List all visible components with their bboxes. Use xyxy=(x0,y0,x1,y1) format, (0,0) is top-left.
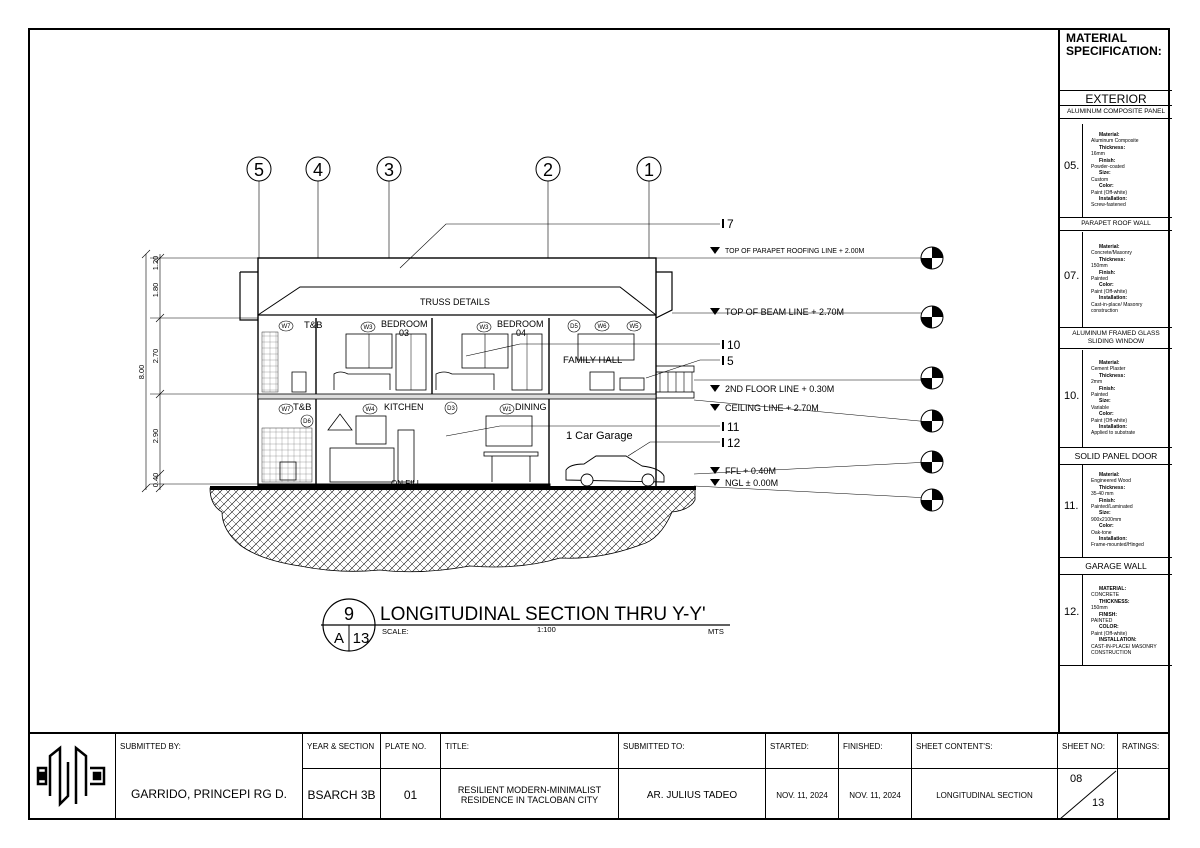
level-marker xyxy=(710,451,943,476)
on-fill-label: ON FILL xyxy=(391,479,422,488)
grid-bubble xyxy=(247,157,271,181)
svg-text:8.00: 8.00 xyxy=(137,364,146,380)
room-labels xyxy=(293,297,633,488)
svg-text:2.90: 2.90 xyxy=(151,428,160,444)
grid-bubble xyxy=(377,157,401,181)
window-tag xyxy=(595,321,609,331)
room-label-tb-upper: T&B xyxy=(304,320,323,331)
grid-bubbles xyxy=(247,157,661,181)
finished-label: FINISHED: xyxy=(843,742,883,751)
room-label-kitchen: KITCHEN xyxy=(384,402,424,412)
spec-title: MATERIAL SPECIFICATION: xyxy=(1066,31,1162,58)
car-illustration xyxy=(566,456,664,486)
sheet-total: 13 xyxy=(1092,797,1105,809)
svg-text:FFL + 0.40M: FFL + 0.40M xyxy=(725,466,776,476)
section-sheet-number: 13 xyxy=(352,630,370,647)
spec-block-number: 07. xyxy=(1064,270,1080,282)
dimension-labels xyxy=(137,256,160,488)
spec-block-body: Material: Cement Plaster Thickness: 2mm Finish: Painted Size: Variable Color: Paint (Off-white) Installation: Applied to substrate xyxy=(1082,350,1168,447)
logo-cell xyxy=(28,734,116,820)
spec-block-12 xyxy=(1060,558,1172,666)
svg-text:W4: W4 xyxy=(365,407,375,413)
scale-units: MTS xyxy=(708,627,724,636)
level-markers xyxy=(710,247,943,511)
sheet-no-label: SHEET NO: xyxy=(1062,742,1105,751)
svg-text:W1: W1 xyxy=(502,407,512,413)
callout-7: 7 xyxy=(727,217,734,231)
submitted-to-cell xyxy=(619,734,766,820)
svg-text:2.70: 2.70 xyxy=(151,348,160,364)
scale-value: 1:100 xyxy=(537,625,556,634)
grid-lines xyxy=(259,181,649,258)
finished-cell xyxy=(839,734,912,820)
year-section-value: BSARCH 3B xyxy=(303,768,380,821)
ratings-label: RATINGS: xyxy=(1122,742,1160,751)
svg-text:W6: W6 xyxy=(597,324,607,330)
svg-text:W5: W5 xyxy=(629,324,639,330)
level-marker xyxy=(710,367,943,394)
level-marker xyxy=(710,306,943,328)
title-label: TITLE: xyxy=(445,742,470,751)
sheet-no-divider xyxy=(1058,769,1117,821)
spec-block-11 xyxy=(1060,448,1172,558)
spec-block-number: 12. xyxy=(1064,606,1080,618)
window-tag xyxy=(627,321,641,331)
spec-block-body: MATERIAL: CONCRETE THICKNESS: 150mm FINISH: PAINTED COLOR: Paint (Off-white) INSTALLATION: CAST-IN-PLACE/ MASONRY CONSTRUCTION xyxy=(1082,574,1168,665)
section-number: 9 xyxy=(343,604,355,624)
spec-block-body: Material: Concrete/Masonry Thickness: 150mm Finish: Painted Color: Paint (Off-white) Installation: Cast-in-place/ Masonry construction xyxy=(1082,232,1168,327)
svg-text:W7: W7 xyxy=(281,324,291,330)
opening-tags xyxy=(279,320,641,427)
grid-bubble xyxy=(637,157,661,181)
plate-no-value: 01 xyxy=(381,768,440,821)
sheet-contents-label: SHEET CONTENT'S: xyxy=(916,742,993,751)
spec-block-05 xyxy=(1060,106,1172,218)
svg-text:3: 3 xyxy=(383,160,395,180)
finished-value: NOV. 11, 2024 xyxy=(839,768,911,821)
spec-block-body: Material: Engineered Wood Thickness: 35-40 mm Finish: Painted/Laminated Size: 900x2100mm Color: Oak-tone Installation: Frame-mounted/Hinged xyxy=(1082,464,1168,557)
title-block xyxy=(28,732,1170,820)
spec-block-07 xyxy=(1060,218,1172,328)
callout-12: 12 xyxy=(727,436,741,450)
started-value: NOV. 11, 2024 xyxy=(766,768,838,821)
room-label-tb-lower: T&B xyxy=(293,402,312,413)
room-label-family-hall: FAMILY HALL xyxy=(563,355,623,366)
svg-text:4: 4 xyxy=(312,160,324,180)
door-tag xyxy=(568,320,580,332)
ground-fill xyxy=(210,488,695,572)
spec-block-heading: SOLID PANEL DOOR xyxy=(1060,448,1172,465)
door-tag xyxy=(445,402,457,414)
spec-block-number: 05. xyxy=(1064,160,1080,172)
started-cell xyxy=(766,734,839,820)
title-cell xyxy=(441,734,619,820)
svg-text:1: 1 xyxy=(643,160,655,180)
sheet-contents-value: LONGITUDINAL SECTION xyxy=(912,768,1057,821)
year-section-label: YEAR & SECTION xyxy=(307,742,375,751)
plate-no-cell xyxy=(381,734,441,820)
scale-label: SCALE: xyxy=(382,627,409,636)
window-tag xyxy=(361,322,375,332)
room-label-bedroom3: BEDROOM 03 xyxy=(381,319,428,338)
section-sheet-letter: A xyxy=(333,630,345,647)
submitted-by-label: SUBMITTED BY: xyxy=(120,742,181,751)
submitted-by-value: GARRIDO, PRINCEPI RG D. xyxy=(130,787,288,801)
sheet-no-box xyxy=(1058,768,1117,821)
level-marker xyxy=(710,478,943,511)
window-tag xyxy=(279,404,293,414)
building-section xyxy=(240,258,694,488)
truss-label: TRUSS DETAILS xyxy=(420,297,490,307)
svg-text:W3: W3 xyxy=(479,325,489,331)
callout-10: 10 xyxy=(727,338,741,352)
section-title: LONGITUDINAL SECTION THRU Y-Y' xyxy=(380,604,706,625)
submitted-by-cell xyxy=(116,734,303,820)
sheet-no-cell xyxy=(1058,734,1118,820)
ratings-cell xyxy=(1118,734,1168,820)
grid-bubble xyxy=(306,157,330,181)
spec-block-number: 11. xyxy=(1064,500,1079,512)
ratings-value xyxy=(1118,768,1168,821)
svg-text:D6: D6 xyxy=(303,419,311,425)
spec-block-heading: ALUMINUM FRAMED GLASS SLIDING WINDOW xyxy=(1060,328,1172,349)
room-label-bedroom4: BEDROOM 04 xyxy=(497,319,544,338)
logo-icon xyxy=(28,734,116,820)
spec-block-heading: GARAGE WALL xyxy=(1060,558,1172,575)
svg-text:CEILING LINE + 2.70M: CEILING LINE + 2.70M xyxy=(725,403,819,413)
material-specification-panel xyxy=(1058,28,1170,732)
spec-block-heading: ALUMINUM COMPOSITE PANEL xyxy=(1060,106,1172,119)
material-callouts xyxy=(400,224,720,456)
submitted-to-label: SUBMITTED TO: xyxy=(623,742,685,751)
room-label-garage: 1 Car Garage xyxy=(566,430,633,442)
submitted-to-value: AR. JULIUS TADEO xyxy=(619,768,765,821)
year-section-cell xyxy=(303,734,381,820)
spec-block-body: Material: Aluminum Composite Thickness: 16mm Finish: Powder-coated Size: Custom Color: Paint (Off-white) Installation: Screw-fastened xyxy=(1082,124,1168,217)
window-tag xyxy=(279,321,293,331)
svg-text:W7: W7 xyxy=(281,407,291,413)
window-tag xyxy=(500,404,514,414)
spec-block-number: 10. xyxy=(1064,390,1080,402)
svg-text:5: 5 xyxy=(253,160,265,180)
svg-text:2ND FLOOR LINE + 0.30M: 2ND FLOOR LINE + 0.30M xyxy=(725,384,835,394)
plate-no-label: PLATE NO. xyxy=(385,742,427,751)
svg-text:1.20: 1.20 xyxy=(151,255,160,271)
window-tag xyxy=(363,404,377,414)
svg-text:W3: W3 xyxy=(363,325,373,331)
spec-block-10 xyxy=(1060,328,1172,448)
svg-text:TOP OF BEAM LINE + 2.70M: TOP OF BEAM LINE + 2.70M xyxy=(725,307,844,317)
title-value: RESILIENT MODERN-MINIMALIST RESIDENCE IN TACLOBAN CITY xyxy=(441,768,618,821)
sheet-contents-cell xyxy=(912,734,1058,820)
svg-text:TOP OF PARAPET ROOFING LINE +: TOP OF PARAPET ROOFING LINE + 2.00M xyxy=(725,248,865,255)
window-tag xyxy=(477,322,491,332)
svg-text:D5: D5 xyxy=(570,324,578,330)
spec-subtitle: EXTERIOR xyxy=(1060,90,1172,106)
svg-text:2: 2 xyxy=(542,160,554,180)
svg-text:0.40: 0.40 xyxy=(151,472,160,488)
spec-block-heading: PARAPET ROOF WALL xyxy=(1060,218,1172,231)
sheet-number: 08 xyxy=(1070,773,1083,785)
room-label-dining: DINING xyxy=(515,402,547,412)
callout-11: 11 xyxy=(727,420,740,434)
svg-text:NGL ± 0.00M: NGL ± 0.00M xyxy=(725,478,779,488)
svg-text:D3: D3 xyxy=(447,406,455,412)
door-tag xyxy=(301,415,313,427)
started-label: STARTED: xyxy=(770,742,809,751)
grid-bubble xyxy=(536,157,560,181)
level-marker xyxy=(710,403,943,432)
section-title-block xyxy=(321,599,730,651)
svg-text:1.80: 1.80 xyxy=(151,282,160,298)
callout-5: 5 xyxy=(727,354,734,368)
